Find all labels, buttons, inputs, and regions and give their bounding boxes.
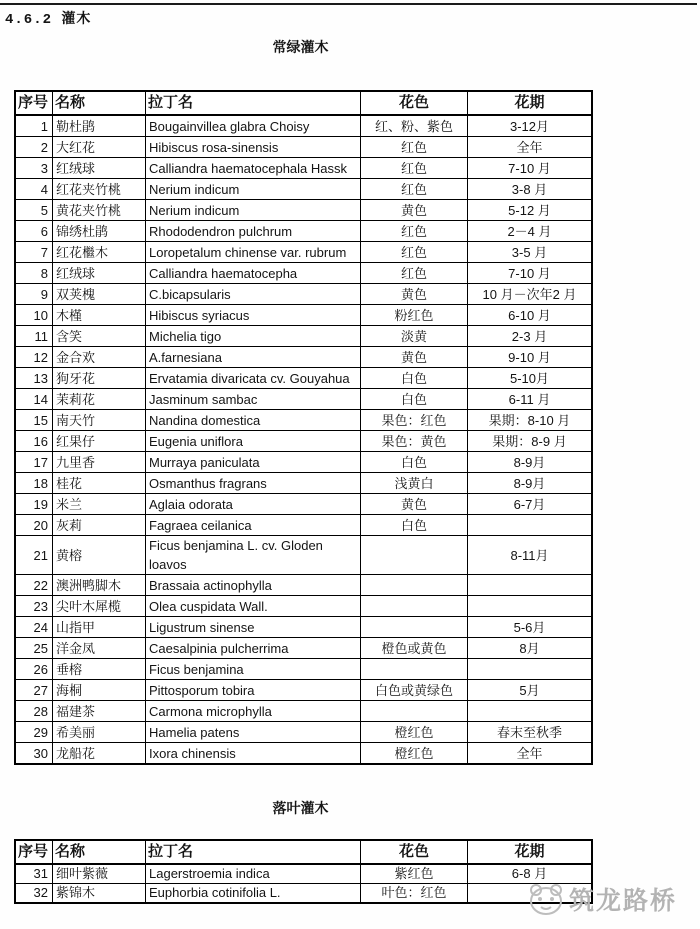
table-row [15, 473, 592, 494]
cell-latin-name: A.farnesiana [146, 347, 361, 368]
cell-latin-name: Rhododendron pulchrum [146, 221, 361, 242]
cell-name: 木槿 [53, 305, 146, 326]
table-row [15, 515, 592, 536]
cell-latin-name: Pittosporum tobira [146, 680, 361, 701]
cell-name: 南天竹 [53, 410, 146, 431]
cell-flower-period: 全年 [468, 743, 593, 765]
cell-latin-name: Osmanthus fragrans [146, 473, 361, 494]
cell-latin-name: Jasminum sambac [146, 389, 361, 410]
cell-flower-color [361, 536, 468, 575]
cell-number: 12 [15, 347, 53, 368]
cell-flower-period: 8月 [468, 638, 593, 659]
cell-number: 14 [15, 389, 53, 410]
table-row [15, 575, 592, 596]
cell-name: 金合欢 [53, 347, 146, 368]
cell-number: 25 [15, 638, 53, 659]
cell-flower-period: 2－4 月 [468, 221, 593, 242]
cell-name: 澳洲鸭脚木 [53, 575, 146, 596]
header-row [15, 91, 592, 115]
cell-flower-color: 白色 [361, 389, 468, 410]
cell-latin-name: Eugenia uniflora [146, 431, 361, 452]
cell-number: 32 [15, 884, 53, 904]
cell-name: 勒杜鹃 [53, 115, 146, 137]
cell-number: 11 [15, 326, 53, 347]
cell-name: 含笑 [53, 326, 146, 347]
cell-flower-color: 红色 [361, 242, 468, 263]
cell-flower-color: 黄色 [361, 284, 468, 305]
cell-flower-period: 6-11 月 [468, 389, 593, 410]
cell-number: 9 [15, 284, 53, 305]
cell-flower-period [468, 515, 593, 536]
table-row [15, 200, 592, 221]
cell-latin-name: Olea cuspidata Wall. [146, 596, 361, 617]
cell-name: 细叶紫薇 [53, 864, 146, 884]
cell-flower-period: 3-5 月 [468, 242, 593, 263]
cell-flower-color: 红色 [361, 158, 468, 179]
cell-name: 海桐 [53, 680, 146, 701]
cell-number: 24 [15, 617, 53, 638]
table-row [15, 410, 592, 431]
cell-latin-name: Hibiscus syriacus [146, 305, 361, 326]
cell-latin-name: Caesalpinia pulcherrima [146, 638, 361, 659]
table-row [15, 864, 592, 884]
cell-flower-color: 红、粉、紫色 [361, 115, 468, 137]
cell-flower-period: 6-7月 [468, 494, 593, 515]
table-row [15, 137, 592, 158]
watermark [527, 881, 677, 917]
cell-flower-period: 5-10月 [468, 368, 593, 389]
column-header: 花期 [468, 840, 593, 864]
cell-flower-period [468, 575, 593, 596]
cell-number: 6 [15, 221, 53, 242]
column-header: 序号 [15, 840, 53, 864]
cell-number: 4 [15, 179, 53, 200]
cell-name: 山指甲 [53, 617, 146, 638]
cell-latin-name: Ficus benjamina [146, 659, 361, 680]
cell-name: 红花夹竹桃 [53, 179, 146, 200]
cell-flower-color: 浅黄白 [361, 473, 468, 494]
cell-number: 30 [15, 743, 53, 765]
cell-name: 双荚槐 [53, 284, 146, 305]
cell-flower-period: 3-8 月 [468, 179, 593, 200]
table-row [15, 347, 592, 368]
cell-flower-period: 春末至秋季 [468, 722, 593, 743]
cell-number: 18 [15, 473, 53, 494]
cell-flower-color: 果色：红色 [361, 410, 468, 431]
cell-name: 黄花夹竹桃 [53, 200, 146, 221]
column-header: 拉丁名 [146, 91, 361, 115]
cell-flower-color: 黄色 [361, 347, 468, 368]
cell-name: 红果仔 [53, 431, 146, 452]
cell-flower-period: 10 月－次年2 月 [468, 284, 593, 305]
cell-name: 黄榕 [53, 536, 146, 575]
table-row [15, 680, 592, 701]
cell-number: 21 [15, 536, 53, 575]
cell-flower-color: 红色 [361, 179, 468, 200]
cell-number: 23 [15, 596, 53, 617]
cell-flower-color: 白色 [361, 368, 468, 389]
table-row [15, 884, 592, 904]
cell-flower-color: 果色：黄色 [361, 431, 468, 452]
cell-flower-color: 叶色：红色 [361, 884, 468, 904]
evergreen-table-caption: 常绿灌木 [272, 39, 329, 55]
cell-flower-color [361, 575, 468, 596]
cell-name: 桂花 [53, 473, 146, 494]
column-header: 花期 [468, 91, 593, 115]
table-row [15, 638, 592, 659]
table-row [15, 494, 592, 515]
cell-flower-period: 果期：8-9 月 [468, 431, 593, 452]
table-row [15, 617, 592, 638]
cell-number: 10 [15, 305, 53, 326]
cell-flower-color: 橙红色 [361, 743, 468, 765]
table-row [15, 158, 592, 179]
table-row [15, 722, 592, 743]
cell-flower-color: 淡黄 [361, 326, 468, 347]
cell-name: 锦绣杜鹃 [53, 221, 146, 242]
table-header [15, 840, 592, 864]
cell-flower-color: 黄色 [361, 200, 468, 221]
cell-flower-period: 7-10 月 [468, 158, 593, 179]
cell-number: 19 [15, 494, 53, 515]
cell-flower-period: 全年 [468, 137, 593, 158]
cell-flower-period [468, 596, 593, 617]
cell-flower-period: 8-9月 [468, 473, 593, 494]
table-row [15, 326, 592, 347]
cell-name: 紫锦木 [53, 884, 146, 904]
table-row [15, 536, 592, 575]
cell-flower-color: 红色 [361, 263, 468, 284]
cell-flower-color: 红色 [361, 137, 468, 158]
table-row [15, 701, 592, 722]
cell-latin-name: Ligustrum sinense [146, 617, 361, 638]
deciduous-shrubs-table [14, 839, 593, 904]
cell-flower-period: 2-3 月 [468, 326, 593, 347]
column-header: 花色 [361, 840, 468, 864]
column-header: 名称 [53, 91, 146, 115]
table-row [15, 284, 592, 305]
cell-flower-color: 白色或黄绿色 [361, 680, 468, 701]
cell-name: 灰莉 [53, 515, 146, 536]
cell-name: 垂榕 [53, 659, 146, 680]
table-row [15, 368, 592, 389]
cell-name: 狗牙花 [53, 368, 146, 389]
cell-name: 红绒球 [53, 263, 146, 284]
cell-number: 20 [15, 515, 53, 536]
cell-latin-name: Lagerstroemia indica [146, 864, 361, 884]
deciduous-table-caption: 落叶灌木 [272, 800, 329, 816]
column-header: 拉丁名 [146, 840, 361, 864]
cell-latin-name: Nandina domestica [146, 410, 361, 431]
cell-latin-name: Calliandra haematocephala Hassk [146, 158, 361, 179]
cell-flower-period: 8-11月 [468, 536, 593, 575]
cell-latin-name: Ervatamia divaricata cv. Gouyahua [146, 368, 361, 389]
table-row [15, 263, 592, 284]
column-header: 花色 [361, 91, 468, 115]
cell-latin-name: Nerium indicum [146, 179, 361, 200]
cell-flower-period: 3-12月 [468, 115, 593, 137]
cell-flower-period: 果期：8-10 月 [468, 410, 593, 431]
cell-flower-period: 5-12 月 [468, 200, 593, 221]
cell-name: 九里香 [53, 452, 146, 473]
column-header: 名称 [53, 840, 146, 864]
cell-number: 16 [15, 431, 53, 452]
cell-flower-period [468, 701, 593, 722]
cell-number: 15 [15, 410, 53, 431]
cell-flower-color: 橙色或黄色 [361, 638, 468, 659]
cell-latin-name: C.bicapsularis [146, 284, 361, 305]
cell-number: 27 [15, 680, 53, 701]
page-top-rule [0, 3, 697, 5]
cell-flower-period: 6-10 月 [468, 305, 593, 326]
table-row [15, 431, 592, 452]
cell-name: 红花檵木 [53, 242, 146, 263]
panda-face-icon [527, 881, 565, 917]
deciduous-table-body [15, 864, 592, 903]
table-row [15, 452, 592, 473]
cell-name: 尖叶木犀榄 [53, 596, 146, 617]
cell-flower-color [361, 659, 468, 680]
cell-flower-color: 红色 [361, 221, 468, 242]
cell-latin-name: Carmona microphylla [146, 701, 361, 722]
cell-flower-period [468, 659, 593, 680]
cell-latin-name: Hamelia patens [146, 722, 361, 743]
cell-latin-name: Euphorbia cotinifolia L. [146, 884, 361, 904]
cell-flower-color [361, 617, 468, 638]
evergreen-shrubs-table [14, 90, 593, 765]
cell-latin-name: Brassaia actinophylla [146, 575, 361, 596]
cell-flower-period: 9-10 月 [468, 347, 593, 368]
cell-latin-name: Bougainvillea glabra Choisy [146, 115, 361, 137]
cell-number: 22 [15, 575, 53, 596]
cell-number: 1 [15, 115, 53, 137]
cell-number: 31 [15, 864, 53, 884]
evergreen-table-body [15, 115, 592, 764]
header-row [15, 840, 592, 864]
cell-number: 28 [15, 701, 53, 722]
table-row [15, 389, 592, 410]
cell-latin-name: Nerium indicum [146, 200, 361, 221]
cell-flower-color: 紫红色 [361, 864, 468, 884]
cell-number: 17 [15, 452, 53, 473]
table-row [15, 221, 592, 242]
table-row [15, 115, 592, 137]
watermark-text: 筑龙路桥 [569, 887, 678, 915]
cell-number: 13 [15, 368, 53, 389]
cell-name: 洋金凤 [53, 638, 146, 659]
cell-latin-name: Murraya paniculata [146, 452, 361, 473]
table-row [15, 743, 592, 765]
cell-flower-color: 黄色 [361, 494, 468, 515]
cell-flower-period: 6-8 月 [468, 864, 593, 884]
cell-flower-color: 橙红色 [361, 722, 468, 743]
cell-name: 茉莉花 [53, 389, 146, 410]
cell-flower-color [361, 701, 468, 722]
table-row [15, 305, 592, 326]
cell-name: 龙船花 [53, 743, 146, 765]
table-row [15, 242, 592, 263]
cell-flower-color: 白色 [361, 452, 468, 473]
cell-number: 29 [15, 722, 53, 743]
cell-latin-name: Fagraea ceilanica [146, 515, 361, 536]
cell-latin-name: Loropetalum chinense var. rubrum [146, 242, 361, 263]
cell-latin-name: Calliandra haematocepha [146, 263, 361, 284]
cell-number: 26 [15, 659, 53, 680]
cell-flower-period: 5-6月 [468, 617, 593, 638]
cell-number: 5 [15, 200, 53, 221]
table-row [15, 596, 592, 617]
cell-latin-name: Aglaia odorata [146, 494, 361, 515]
table-header [15, 91, 592, 115]
cell-number: 7 [15, 242, 53, 263]
cell-name: 大红花 [53, 137, 146, 158]
cell-number: 2 [15, 137, 53, 158]
cell-flower-color: 白色 [361, 515, 468, 536]
cell-name: 希美丽 [53, 722, 146, 743]
cell-latin-name: Michelia tigo [146, 326, 361, 347]
cell-flower-period: 8-9月 [468, 452, 593, 473]
cell-name: 福建茶 [53, 701, 146, 722]
table-row [15, 179, 592, 200]
table-row [15, 659, 592, 680]
cell-number: 3 [15, 158, 53, 179]
cell-flower-period: 5月 [468, 680, 593, 701]
cell-name: 红绒球 [53, 158, 146, 179]
cell-flower-period: 7-10 月 [468, 263, 593, 284]
cell-name: 米兰 [53, 494, 146, 515]
cell-flower-color [361, 596, 468, 617]
cell-latin-name: Ficus benjamina L. cv. Gloden loavos [146, 536, 361, 575]
column-header: 序号 [15, 91, 53, 115]
cell-flower-color: 粉红色 [361, 305, 468, 326]
cell-latin-name: Ixora chinensis [146, 743, 361, 765]
cell-number: 8 [15, 263, 53, 284]
section-heading: 4.6.2 灌木 [5, 12, 92, 28]
cell-latin-name: Hibiscus rosa-sinensis [146, 137, 361, 158]
